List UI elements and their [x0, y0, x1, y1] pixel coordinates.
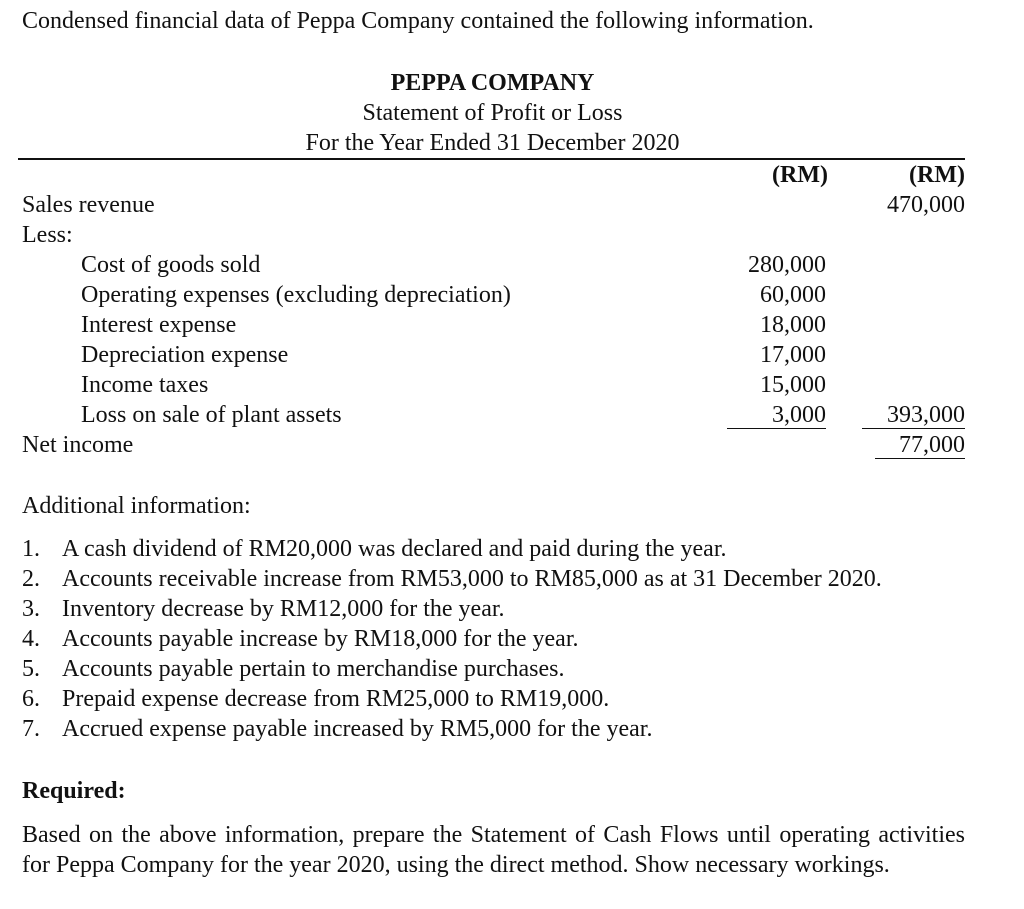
item-number: 1.	[22, 536, 40, 562]
list-item	[22, 684, 882, 714]
item-number: 2.	[22, 566, 40, 592]
list-item	[22, 594, 882, 624]
expense-label: Income taxes	[81, 372, 209, 398]
net-income-label: Net income	[22, 432, 134, 458]
item-number: 6.	[22, 686, 40, 712]
item-text: Accounts receivable increase from RM53,000 to RM85,000 as at 31 December 2020.	[62, 566, 882, 592]
item-text: Accounts payable increase by RM18,000 for the year.	[62, 626, 579, 652]
item-text: Accrued expense payable increased by RM5,000 for the year.	[62, 716, 653, 742]
item-number: 4.	[22, 626, 40, 652]
sales-label: Sales revenue	[22, 192, 155, 218]
col2-header: (RM)	[909, 162, 965, 188]
list-item	[22, 654, 882, 684]
required-heading: Required:	[22, 778, 126, 804]
required-text: Based on the above information, prepare the Statement of Cash Flows until operating activities for Peppa Company for the year 2020, using the direct method. Show necessary workings.	[22, 822, 965, 878]
net-income-value: 77,000	[899, 432, 965, 458]
list-item	[22, 534, 882, 564]
less-label: Less:	[22, 222, 73, 248]
expense-value: 3,000	[772, 402, 826, 428]
expense-value: 280,000	[748, 252, 826, 278]
total-expenses-value: 393,000	[887, 402, 965, 428]
expense-label: Cost of goods sold	[81, 252, 261, 278]
expense-value: 17,000	[760, 342, 826, 368]
subtotal-underline	[727, 428, 826, 429]
expense-label: Operating expenses (excluding depreciation)	[81, 282, 511, 308]
list-item	[22, 624, 882, 654]
list-item	[22, 714, 882, 744]
additional-info-heading: Additional information:	[22, 493, 251, 519]
col1-header: (RM)	[772, 162, 828, 188]
item-text: Inventory decrease by RM12,000 for the year.	[62, 596, 505, 622]
expense-label: Depreciation expense	[81, 342, 289, 368]
item-text: A cash dividend of RM20,000 was declared and paid during the year.	[62, 536, 727, 562]
expense-value: 18,000	[760, 312, 826, 338]
item-number: 5.	[22, 656, 40, 682]
expense-value: 60,000	[760, 282, 826, 308]
item-text: Accounts payable pertain to merchandise purchases.	[62, 656, 565, 682]
list-item	[22, 564, 882, 594]
expense-label: Interest expense	[81, 312, 237, 338]
item-text: Prepaid expense decrease from RM25,000 to RM19,000.	[62, 686, 610, 712]
statement-period: For the Year Ended 31 December 2020	[305, 130, 680, 156]
statement-title: Statement of Profit or Loss	[362, 100, 623, 126]
expense-label: Loss on sale of plant assets	[81, 402, 342, 428]
item-number: 7.	[22, 716, 40, 742]
net-income-underline	[875, 458, 965, 459]
intro-text: Condensed financial data of Peppa Company contained the following information.	[22, 8, 814, 34]
total-underline	[862, 428, 965, 429]
expense-value: 15,000	[760, 372, 826, 398]
company-name: PEPPA COMPANY	[390, 70, 595, 96]
sales-value: 470,000	[887, 192, 965, 218]
item-number: 3.	[22, 596, 40, 622]
additional-info-list	[22, 534, 882, 744]
